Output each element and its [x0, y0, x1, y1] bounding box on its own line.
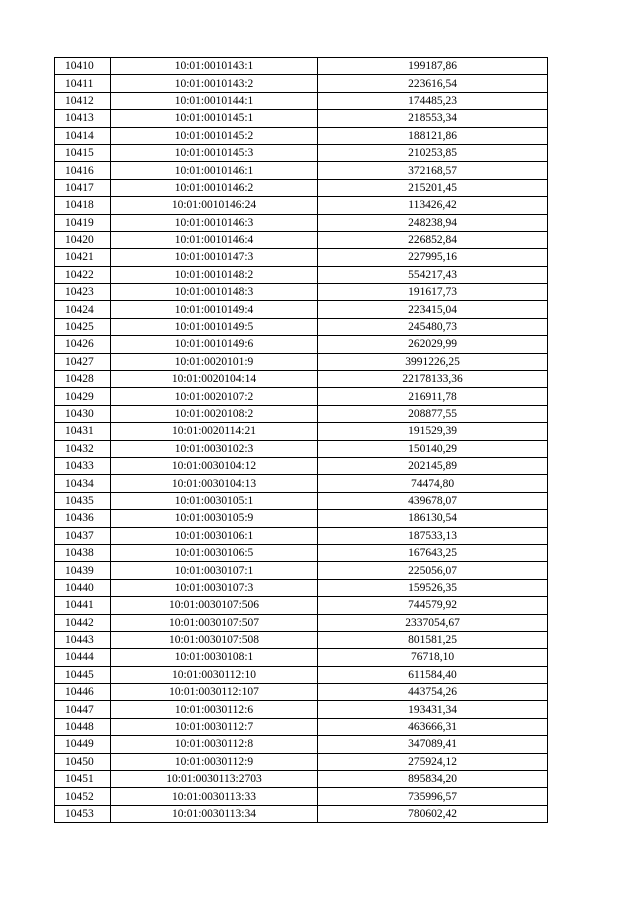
- value-cell: 191529,39: [318, 423, 548, 440]
- table-row: [55, 284, 548, 301]
- table-row: [55, 388, 548, 405]
- cadastral-number-cell: 10:01:0030107:506: [111, 597, 318, 614]
- value-cell: 801581,25: [318, 631, 548, 648]
- table-row: [55, 579, 548, 596]
- cadastral-number-cell: 10:01:0030108:1: [111, 649, 318, 666]
- row-number-cell: 10431: [55, 423, 111, 440]
- value-cell: 74474,80: [318, 475, 548, 492]
- table-row: [55, 736, 548, 753]
- cadastral-number-cell: 10:01:0010149:4: [111, 301, 318, 318]
- value-cell: 262029,99: [318, 336, 548, 353]
- row-number-cell: 10415: [55, 144, 111, 161]
- value-cell: 439678,07: [318, 492, 548, 509]
- table-row: [55, 405, 548, 422]
- value-cell: 226852,84: [318, 231, 548, 248]
- table-row: [55, 666, 548, 683]
- row-number-cell: 10447: [55, 701, 111, 718]
- row-number-cell: 10413: [55, 110, 111, 127]
- table-row: [55, 510, 548, 527]
- row-number-cell: 10446: [55, 684, 111, 701]
- row-number-cell: 10453: [55, 805, 111, 822]
- row-number-cell: 10438: [55, 544, 111, 561]
- table-row: [55, 110, 548, 127]
- data-table: [54, 57, 548, 823]
- row-number-cell: 10423: [55, 284, 111, 301]
- cadastral-number-cell: 10:01:0030102:3: [111, 440, 318, 457]
- row-number-cell: 10421: [55, 249, 111, 266]
- value-cell: 193431,34: [318, 701, 548, 718]
- table-row: [55, 492, 548, 509]
- row-number-cell: 10443: [55, 631, 111, 648]
- value-cell: 174485,23: [318, 92, 548, 109]
- table-row: [55, 214, 548, 231]
- cadastral-number-cell: 10:01:0030112:9: [111, 753, 318, 770]
- value-cell: 895834,20: [318, 771, 548, 788]
- value-cell: 186130,54: [318, 510, 548, 527]
- row-number-cell: 10449: [55, 736, 111, 753]
- value-cell: 215201,45: [318, 179, 548, 196]
- cadastral-number-cell: 10:01:0010143:2: [111, 75, 318, 92]
- row-number-cell: 10439: [55, 562, 111, 579]
- table-row: [55, 788, 548, 805]
- value-cell: 202145,89: [318, 457, 548, 474]
- value-cell: 188121,86: [318, 127, 548, 144]
- table-row: [55, 179, 548, 196]
- value-cell: 744579,92: [318, 597, 548, 614]
- row-number-cell: 10427: [55, 353, 111, 370]
- row-number-cell: 10417: [55, 179, 111, 196]
- cadastral-number-cell: 10:01:0010146:24: [111, 197, 318, 214]
- value-cell: 199187,86: [318, 58, 548, 75]
- value-cell: 554217,43: [318, 266, 548, 283]
- value-cell: 275924,12: [318, 753, 548, 770]
- table-row: [55, 371, 548, 388]
- value-cell: 3991226,25: [318, 353, 548, 370]
- cadastral-number-cell: 10:01:0010146:2: [111, 179, 318, 196]
- table-row: [55, 266, 548, 283]
- cadastral-number-cell: 10:01:0020108:2: [111, 405, 318, 422]
- table-row: [55, 718, 548, 735]
- value-cell: 780602,42: [318, 805, 548, 822]
- cadastral-number-cell: 10:01:0010145:2: [111, 127, 318, 144]
- table-row: [55, 771, 548, 788]
- value-cell: 216911,78: [318, 388, 548, 405]
- row-number-cell: 10410: [55, 58, 111, 75]
- cadastral-number-cell: 10:01:0030106:5: [111, 544, 318, 561]
- value-cell: 223415,04: [318, 301, 548, 318]
- value-cell: 167643,25: [318, 544, 548, 561]
- table-row: [55, 457, 548, 474]
- row-number-cell: 10412: [55, 92, 111, 109]
- value-cell: 223616,54: [318, 75, 548, 92]
- table-row: [55, 231, 548, 248]
- table-row: [55, 475, 548, 492]
- cadastral-number-cell: 10:01:0030112:8: [111, 736, 318, 753]
- table-row: [55, 75, 548, 92]
- row-number-cell: 10411: [55, 75, 111, 92]
- cadastral-number-cell: 10:01:0010148:3: [111, 284, 318, 301]
- table-row: [55, 249, 548, 266]
- cadastral-number-cell: 10:01:0030106:1: [111, 527, 318, 544]
- cadastral-number-cell: 10:01:0020114:21: [111, 423, 318, 440]
- value-cell: 187533,13: [318, 527, 548, 544]
- row-number-cell: 10434: [55, 475, 111, 492]
- row-number-cell: 10442: [55, 614, 111, 631]
- cadastral-number-cell: 10:01:0030107:508: [111, 631, 318, 648]
- cadastral-number-cell: 10:01:0030107:3: [111, 579, 318, 596]
- cadastral-number-cell: 10:01:0010149:6: [111, 336, 318, 353]
- cadastral-number-cell: 10:01:0030113:2703: [111, 771, 318, 788]
- row-number-cell: 10432: [55, 440, 111, 457]
- cadastral-number-cell: 10:01:0030107:1: [111, 562, 318, 579]
- table-row: [55, 92, 548, 109]
- row-number-cell: 10424: [55, 301, 111, 318]
- row-number-cell: 10420: [55, 231, 111, 248]
- table-row: [55, 597, 548, 614]
- row-number-cell: 10414: [55, 127, 111, 144]
- table-row: [55, 614, 548, 631]
- cadastral-number-cell: 10:01:0030112:6: [111, 701, 318, 718]
- value-cell: 248238,94: [318, 214, 548, 231]
- value-cell: 372168,57: [318, 162, 548, 179]
- cadastral-number-cell: 10:01:0010147:3: [111, 249, 318, 266]
- table-row: [55, 162, 548, 179]
- table-body: [55, 58, 548, 823]
- row-number-cell: 10416: [55, 162, 111, 179]
- table-row: [55, 58, 548, 75]
- value-cell: 113426,42: [318, 197, 548, 214]
- table-row: [55, 544, 548, 561]
- table-row: [55, 301, 548, 318]
- value-cell: 227995,16: [318, 249, 548, 266]
- value-cell: 191617,73: [318, 284, 548, 301]
- table-row: [55, 649, 548, 666]
- table-row: [55, 440, 548, 457]
- row-number-cell: 10451: [55, 771, 111, 788]
- table-row: [55, 753, 548, 770]
- row-number-cell: 10444: [55, 649, 111, 666]
- table-row: [55, 805, 548, 822]
- cadastral-number-cell: 10:01:0010145:3: [111, 144, 318, 161]
- table-row: [55, 336, 548, 353]
- cadastral-number-cell: 10:01:0030107:507: [111, 614, 318, 631]
- value-cell: 443754,26: [318, 684, 548, 701]
- cadastral-number-cell: 10:01:0010146:3: [111, 214, 318, 231]
- cadastral-number-cell: 10:01:0030104:13: [111, 475, 318, 492]
- value-cell: 159526,35: [318, 579, 548, 596]
- cadastral-number-cell: 10:01:0010146:1: [111, 162, 318, 179]
- row-number-cell: 10418: [55, 197, 111, 214]
- cadastral-number-cell: 10:01:0010149:5: [111, 318, 318, 335]
- row-number-cell: 10422: [55, 266, 111, 283]
- row-number-cell: 10450: [55, 753, 111, 770]
- cadastral-number-cell: 10:01:0030112:10: [111, 666, 318, 683]
- cadastral-number-cell: 10:01:0020101:9: [111, 353, 318, 370]
- row-number-cell: 10437: [55, 527, 111, 544]
- row-number-cell: 10440: [55, 579, 111, 596]
- row-number-cell: 10419: [55, 214, 111, 231]
- value-cell: 225056,07: [318, 562, 548, 579]
- cadastral-number-cell: 10:01:0030104:12: [111, 457, 318, 474]
- row-number-cell: 10430: [55, 405, 111, 422]
- value-cell: 611584,40: [318, 666, 548, 683]
- value-cell: 245480,73: [318, 318, 548, 335]
- row-number-cell: 10436: [55, 510, 111, 527]
- cadastral-number-cell: 10:01:0020104:14: [111, 371, 318, 388]
- value-cell: 463666,31: [318, 718, 548, 735]
- table-row: [55, 318, 548, 335]
- row-number-cell: 10428: [55, 371, 111, 388]
- value-cell: 76718,10: [318, 649, 548, 666]
- cadastral-number-cell: 10:01:0010145:1: [111, 110, 318, 127]
- cadastral-number-cell: 10:01:0010143:1: [111, 58, 318, 75]
- value-cell: 210253,85: [318, 144, 548, 161]
- cadastral-number-cell: 10:01:0020107:2: [111, 388, 318, 405]
- value-cell: 347089,41: [318, 736, 548, 753]
- row-number-cell: 10426: [55, 336, 111, 353]
- cadastral-number-cell: 10:01:0030113:34: [111, 805, 318, 822]
- value-cell: 208877,55: [318, 405, 548, 422]
- table-row: [55, 527, 548, 544]
- row-number-cell: 10445: [55, 666, 111, 683]
- table-row: [55, 701, 548, 718]
- table-row: [55, 423, 548, 440]
- cadastral-number-cell: 10:01:0030112:7: [111, 718, 318, 735]
- row-number-cell: 10433: [55, 457, 111, 474]
- row-number-cell: 10448: [55, 718, 111, 735]
- table-row: [55, 127, 548, 144]
- value-cell: 2337054,67: [318, 614, 548, 631]
- row-number-cell: 10425: [55, 318, 111, 335]
- cadastral-number-cell: 10:01:0030105:9: [111, 510, 318, 527]
- cadastral-number-cell: 10:01:0030105:1: [111, 492, 318, 509]
- table-row: [55, 631, 548, 648]
- cadastral-number-cell: 10:01:0010144:1: [111, 92, 318, 109]
- value-cell: 735996,57: [318, 788, 548, 805]
- value-cell: 22178133,36: [318, 371, 548, 388]
- table-row: [55, 144, 548, 161]
- row-number-cell: 10452: [55, 788, 111, 805]
- cadastral-number-cell: 10:01:0010148:2: [111, 266, 318, 283]
- value-cell: 150140,29: [318, 440, 548, 457]
- row-number-cell: 10441: [55, 597, 111, 614]
- table-row: [55, 353, 548, 370]
- table-row: [55, 684, 548, 701]
- row-number-cell: 10429: [55, 388, 111, 405]
- value-cell: 218553,34: [318, 110, 548, 127]
- cadastral-number-cell: 10:01:0030112:107: [111, 684, 318, 701]
- cadastral-number-cell: 10:01:0010146:4: [111, 231, 318, 248]
- table-row: [55, 562, 548, 579]
- row-number-cell: 10435: [55, 492, 111, 509]
- table-row: [55, 197, 548, 214]
- cadastral-number-cell: 10:01:0030113:33: [111, 788, 318, 805]
